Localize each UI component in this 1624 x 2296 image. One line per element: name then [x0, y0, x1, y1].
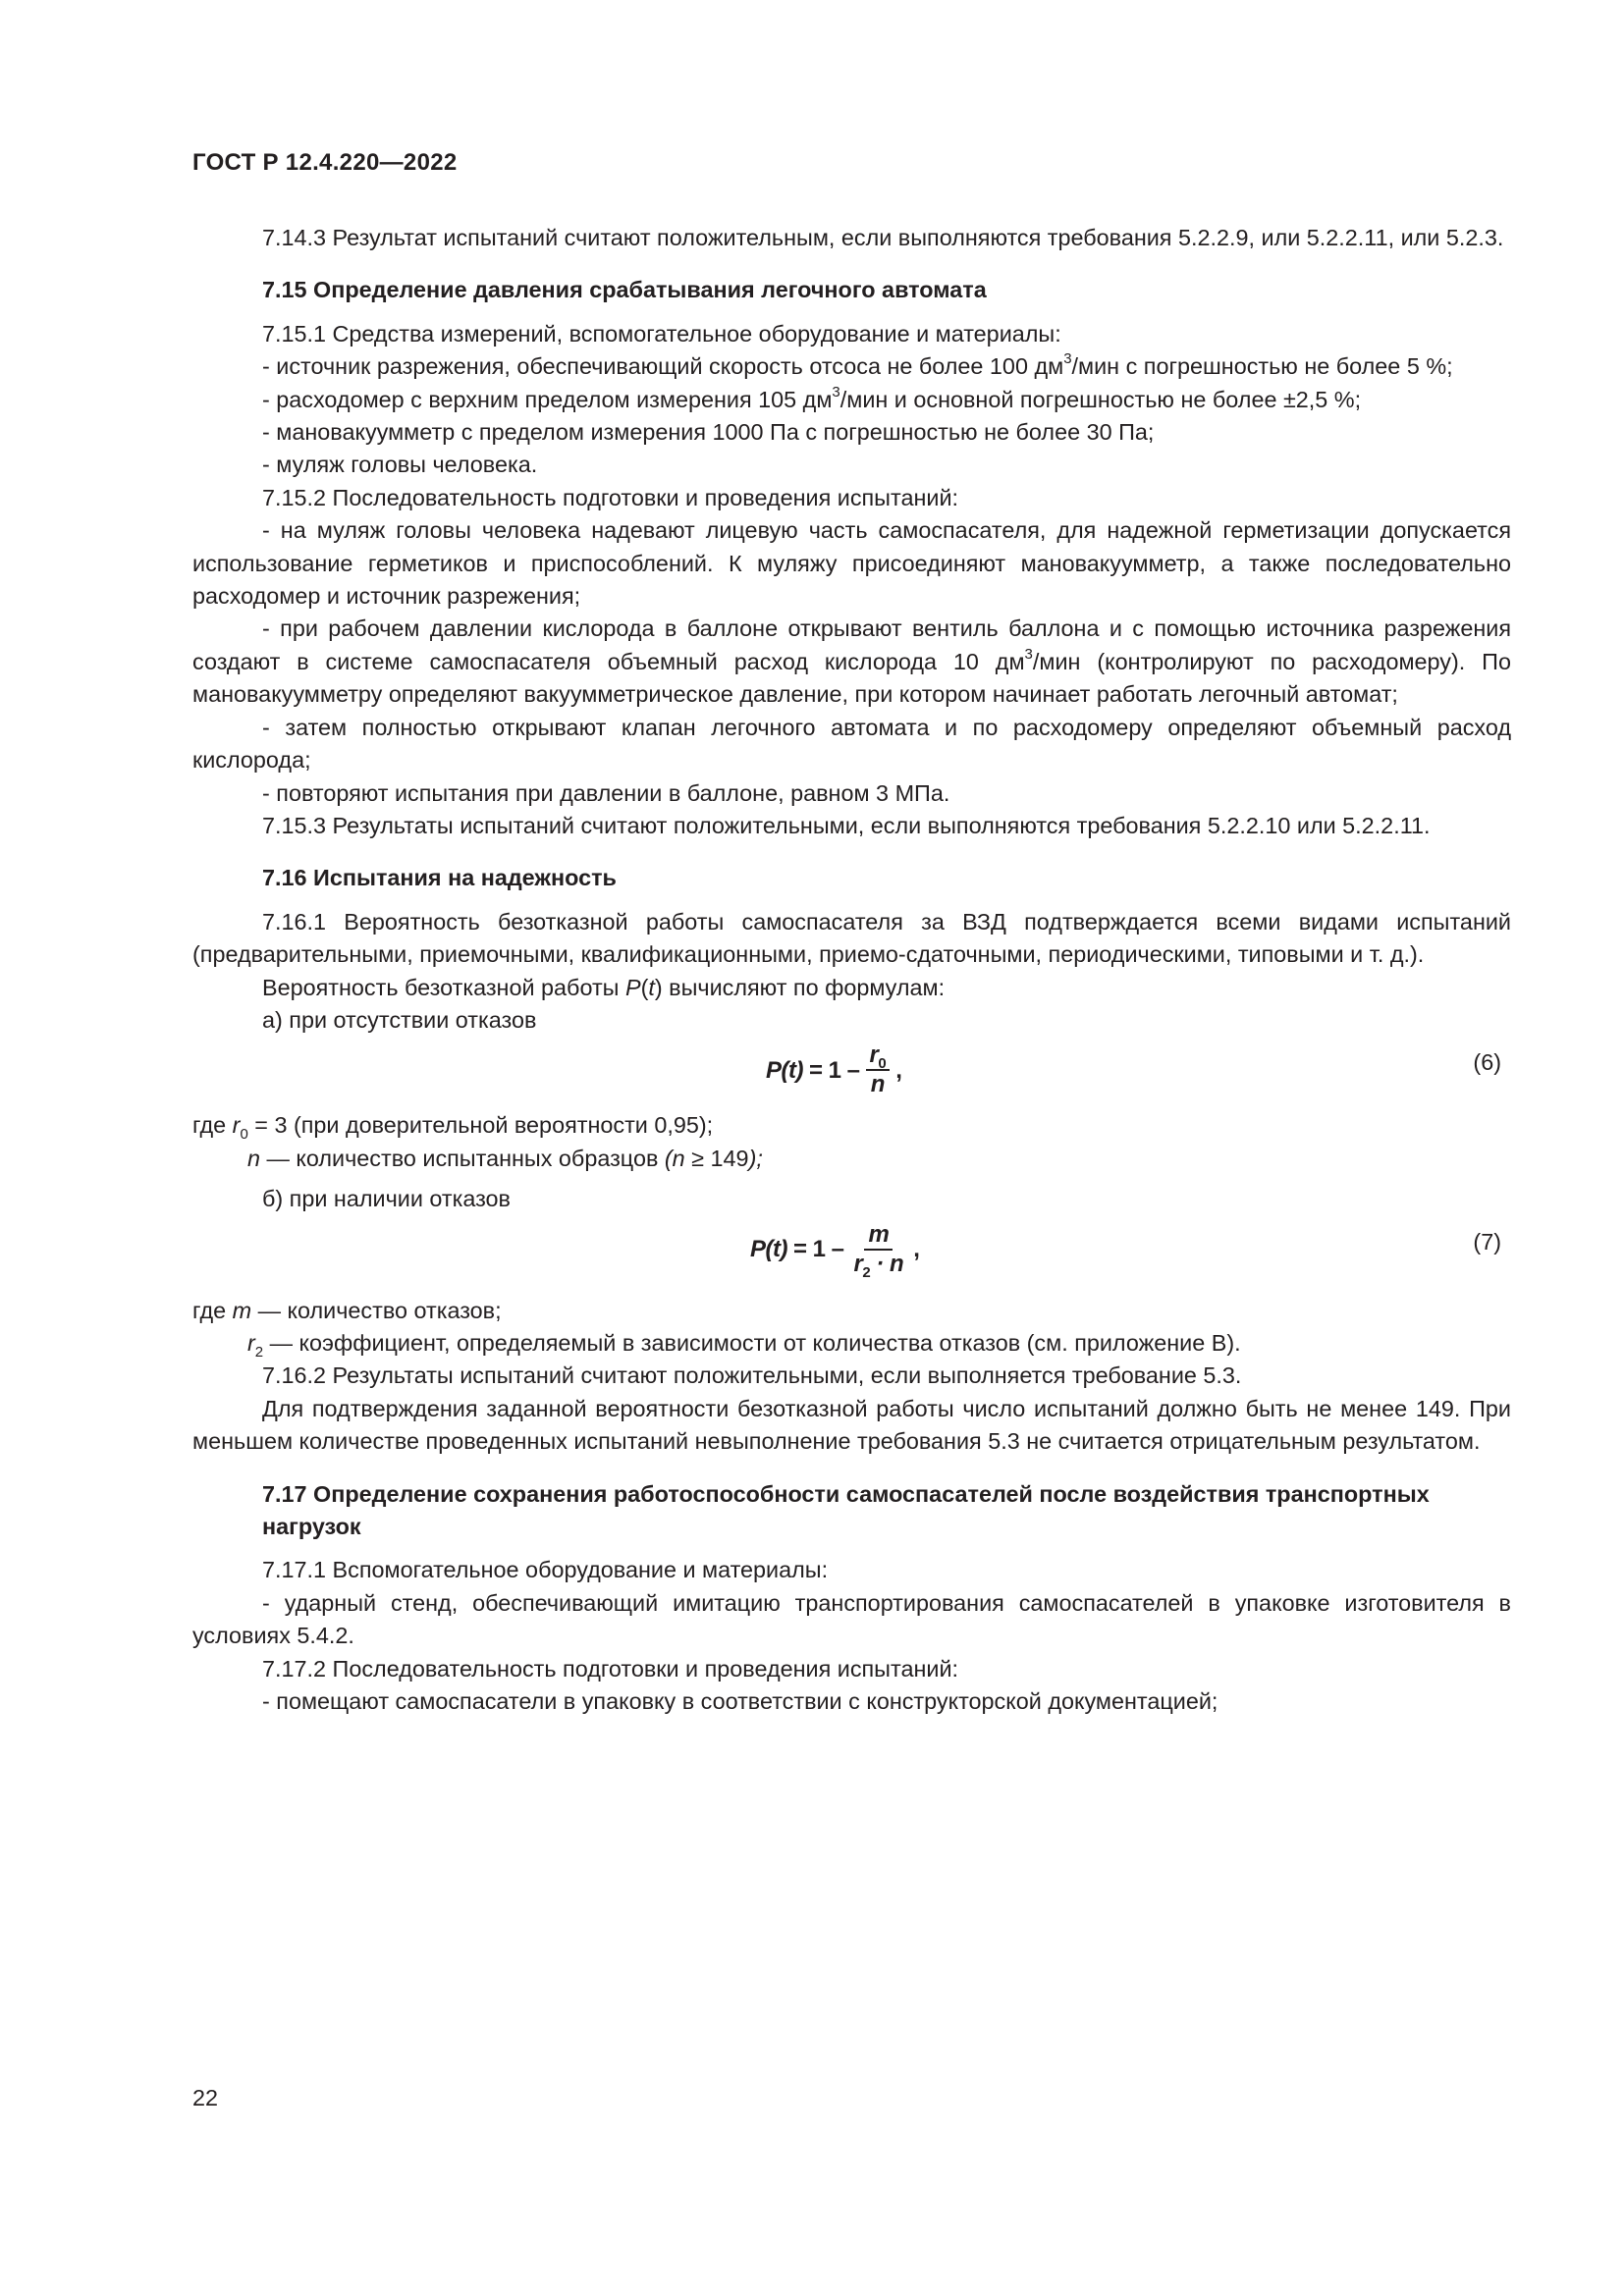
- list-item-open-demand-valve: - затем полностью открывают клапан легочного автомата и по расходомеру определяют объемный расход кислорода;: [192, 714, 1511, 774]
- paragraph-7-15-2: 7.15.2 Последовательность подготовки и проведения испытаний:: [262, 484, 959, 510]
- paragraph-7-17-2: 7.17.2 Последовательность подготовки и проведения испытаний:: [262, 1655, 959, 1682]
- paragraph-case-b: б) при наличии отказов: [262, 1186, 511, 1212]
- list-item-mount-mask: - на муляж головы человека надевают лицевую часть самоспасателя, для надежной герметизации допускается использование герметиков и приспособлений. К муляжу присоединяют мановакуумметр, а также последовательно расходомер и источник разрежения;: [192, 517, 1511, 610]
- where-m: где m — количество отказов;: [192, 1297, 502, 1323]
- paragraph-7-14-3: 7.14.3 Результат испытаний считают положительным, если выполняются требования 5.2.2.9, или 5.2.2.11, или 5.2.3.: [262, 225, 1504, 250]
- list-item-open-valve: - при рабочем давлении кислорода в баллоне открывают вентиль баллона и с помощью источника разрежения создают в системе самоспасателя объемный расход кислорода 10 $дм^3$/мин (контролируют по расходомеру). По мановакуумметру определяют вакуумметрическое давление, при котором начинает работать легочный автомат;: [192, 615, 1511, 708]
- list-item-manovacuummeter: - мановакуумметр с пределом измерения 1000 Па с погрешностью не более 30 Па;: [262, 419, 1155, 446]
- list-item-vacuum-source: - источник разрежения, обеспечивающий скорость отсоса не более 100 $дм^3$/мин с погрешностью не более 5 %;: [262, 350, 1453, 380]
- paragraph-7-15-3: 7.15.3 Результаты испытаний считают положительными, если выполняются требования 5.2.2.10 или 5.2.2.11.: [262, 812, 1431, 838]
- paragraph-probability-intro: Вероятность безотказной работы P(t) вычисляют по формулам:: [262, 974, 946, 1000]
- list-item-head-dummy: - муляж головы человека.: [262, 452, 538, 478]
- formula-6-number: (6): [1473, 1049, 1501, 1076]
- formula-6: [192, 1037, 1511, 1109]
- list-item-repeat-tests: - повторяют испытания при давлении в баллоне, равном 3 МПа.: [262, 779, 950, 806]
- paragraph-confirmation: Для подтверждения заданной вероятности безотказной работы число испытаний должно быть не менее 149. При меньшем количестве проведенных испытаний невыполнение требования 5.3 не считается отрицательным результатом.: [192, 1395, 1511, 1455]
- document-header: ГОСТ Р 12.4.220—2022: [192, 149, 458, 176]
- list-item-packaging: - помещают самоспасатели в упаковку в соответствии с конструкторской документацией;: [262, 1688, 1218, 1715]
- where-r0: где $r_0 = 3$ (при доверительной вероятности 0,95);: [192, 1112, 714, 1144]
- paragraph-7-15-1: 7.15.1 Средства измерений, вспомогательное оборудование и материалы:: [262, 320, 1061, 347]
- list-item-flowmeter: - расходомер с верхним пределом измерения 105 $дм^3$/мин и основной погрешностью не более ±2,5 %;: [262, 383, 1362, 412]
- formula-7-expression: P(t) = 1 – $\frac{m}{r_2 \cdot n}$ ,: [750, 1220, 920, 1281]
- paragraph-case-a: а) при отсутствии отказов: [262, 1006, 537, 1033]
- formula-7-number: (7): [1473, 1228, 1501, 1255]
- section-heading-7-17: 7.17 Определение сохранения работоспособности самоспасателей после воздействия транспортных нагрузок: [262, 1480, 1430, 1539]
- formula-6-fraction: $\frac{r_0}{n}$: [866, 1042, 891, 1097]
- formula-7: [192, 1216, 1511, 1295]
- formula-6-expression: P(t) = 1 – $\frac{r_0}{n}$ ,: [766, 1041, 902, 1098]
- paragraph-7-16-1: 7.16.1 Вероятность безотказной работы самоспасателя за ВЗД подтверждается всеми видами испытаний (предварительными, приемочными, квалификационными, приемо-сдаточными, периодическими, типовыми и т. д.).: [192, 908, 1511, 968]
- paragraph-7-17-1: 7.17.1 Вспомогательное оборудование и материалы:: [262, 1557, 829, 1583]
- where-r2: $r_2$ — коэффициент, определяемый в зависимости от количества отказов (см. приложение В).: [247, 1329, 1241, 1361]
- page-number: 22: [192, 2085, 219, 2110]
- where-n: n — количество испытанных образцов (n ≥ 149);: [247, 1145, 763, 1171]
- section-heading-7-15: 7.15 Определение давления срабатывания легочного автомата: [262, 277, 987, 303]
- formula-7-fraction: $\frac{m}{r_2 \cdot n}$: [853, 1220, 904, 1281]
- document-body: [192, 222, 1511, 1718]
- paragraph-7-16-2: 7.16.2 Результаты испытаний считают положительными, если выполняется требование 5.3.: [262, 1362, 1242, 1389]
- list-item-impact-stand: - ударный стенд, обеспечивающий имитацию транспортирования самоспасателей в упаковке изготовителя в условиях 5.4.2.: [192, 1589, 1511, 1649]
- section-heading-7-16: 7.16 Испытания на надежность: [262, 865, 617, 891]
